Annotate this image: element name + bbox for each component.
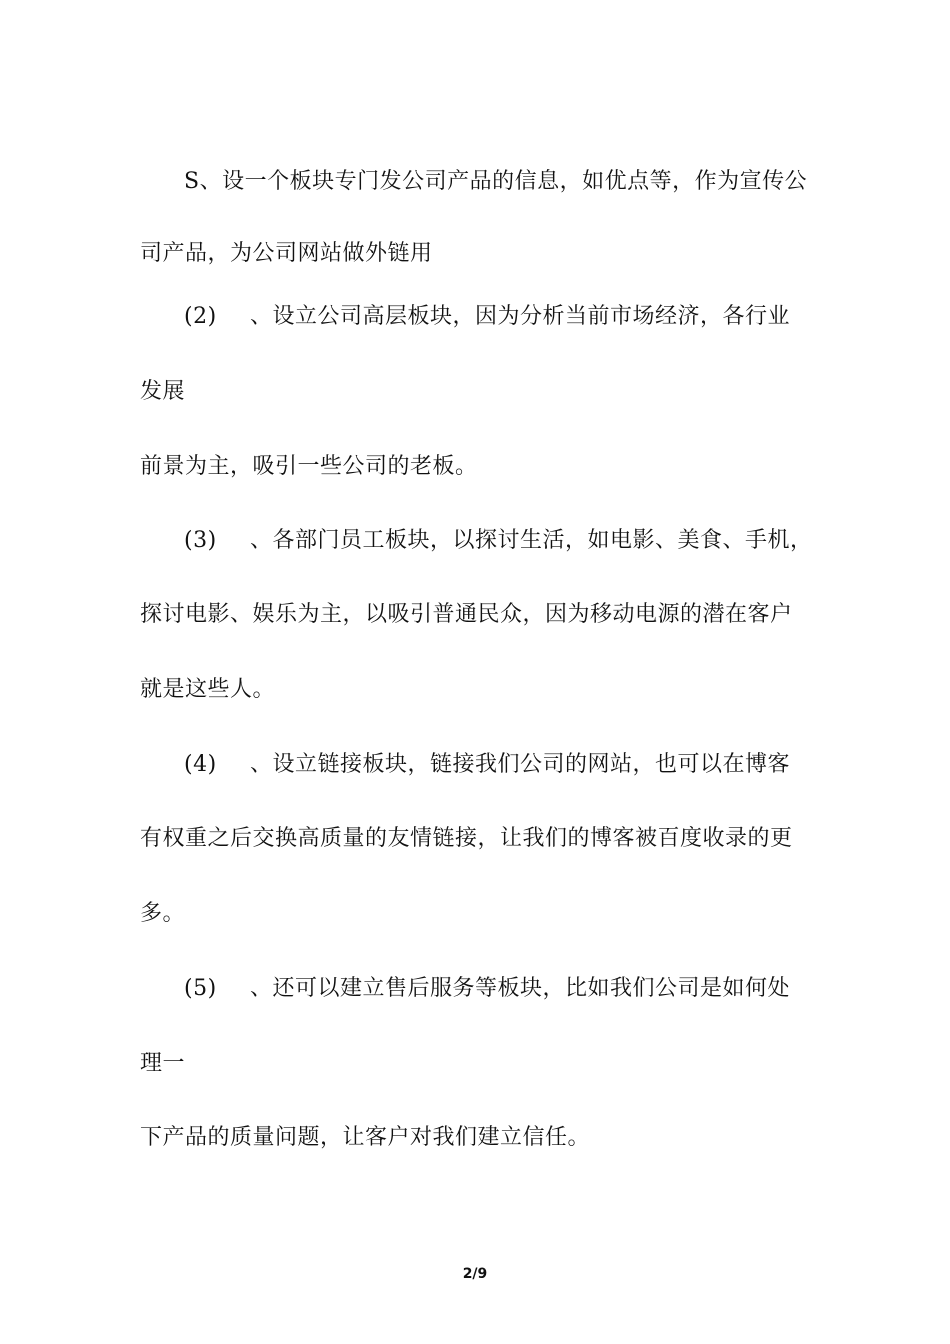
paragraph-line [184,975,790,1003]
paragraph-line: S、设一个板块专门发公司产品的信息，如优点等，作为宣传公 [184,169,808,194]
item-number: (5) [184,976,217,1001]
paragraph-line [184,303,790,331]
item-number: (2) [184,304,217,329]
item-text: 、还可以建立售后服务等板块，比如我们公司是如何处 [250,976,791,1001]
paragraph-line: 理一 [140,1051,186,1076]
paragraph-line: 多。 [140,901,186,926]
item-number: (4) [184,752,217,777]
paragraph-line: 有权重之后交换高质量的友情链接，让我们的博客被百度收录的更 [140,826,793,851]
paragraph-line: 下产品的质量问题，让客户对我们建立信任。 [140,1125,591,1150]
item-text: 、设立公司高层板块，因为分析当前市场经济，各行业 [250,304,791,329]
item-text: 、设立链接板块，链接我们公司的网站，也可以在博客 [250,752,791,777]
paragraph-line: 探讨电影、娱乐为主，以吸引普通民众，因为移动电源的潜在客户 [140,602,793,627]
paragraph-line: 司产品，为公司网站做外链用 [140,241,433,266]
paragraph-line: 前景为主，吸引一些公司的老板。 [140,454,478,479]
paragraph-line: 就是这些人。 [140,677,276,702]
paragraph-line [184,527,813,555]
page-number: 2/9 [462,1266,488,1282]
paragraph-line: 发展 [140,379,186,404]
item-number: (3) [184,528,217,553]
item-text: 、各部门员工板块，以探讨生活，如电影、美食、手机， [250,528,813,553]
paragraph-line [184,751,790,779]
